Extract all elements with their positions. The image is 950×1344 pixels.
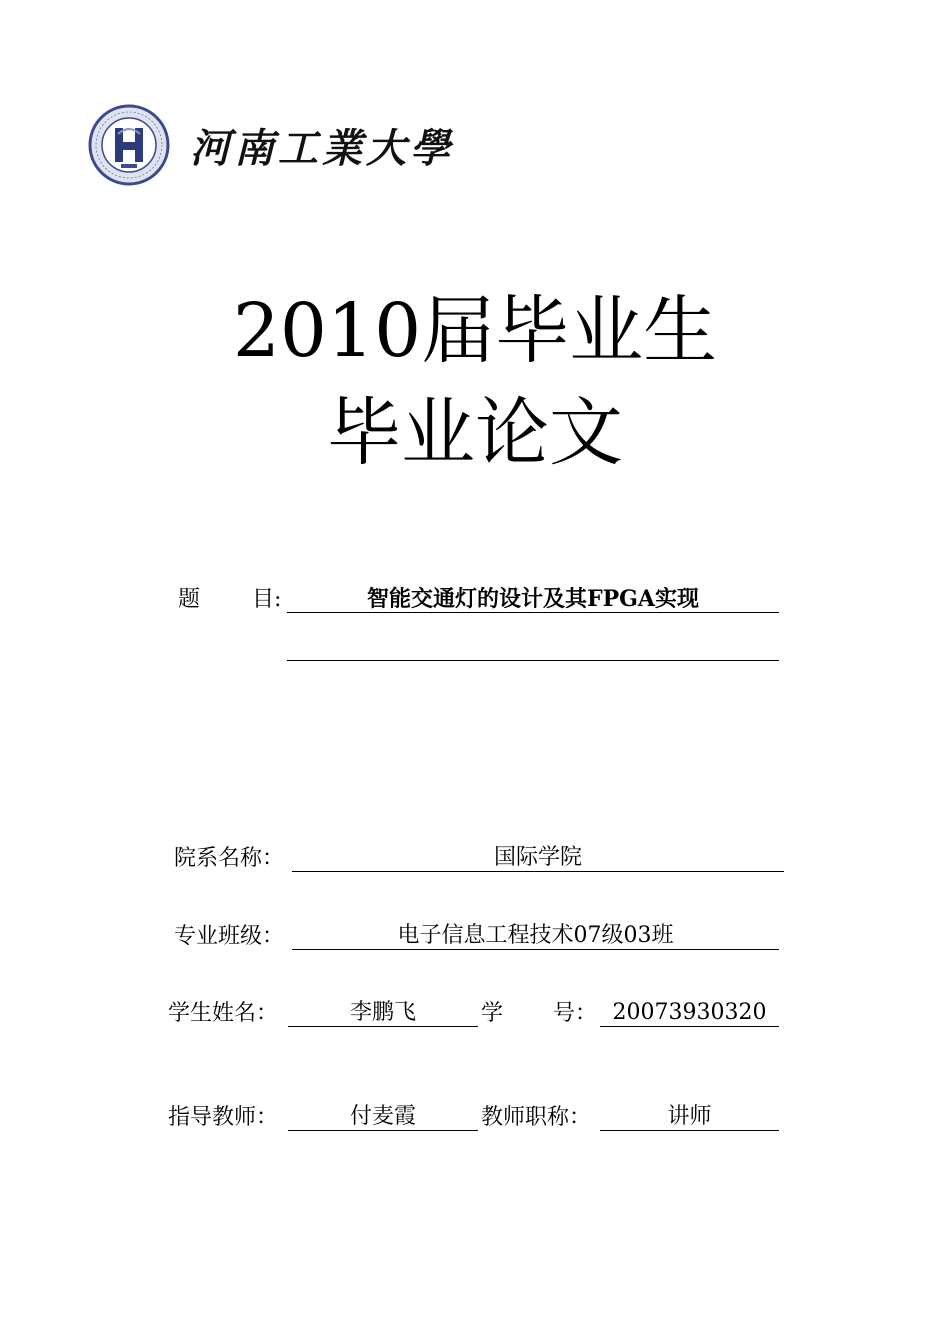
student-value: 李鹏飞 — [349, 1000, 416, 1025]
topic-label-1: 题 — [178, 587, 201, 612]
major-value: 电子信息工程技术07级03班 — [397, 923, 674, 948]
page-title-line1: 2010届毕业生 — [232, 288, 718, 374]
advisor-value: 付麦霞 — [349, 1104, 416, 1129]
id-label-2: 号： — [553, 1001, 598, 1026]
advisor-label: 指导教师： — [168, 1105, 279, 1130]
topic-value-field — [287, 586, 779, 613]
student-label: 学生姓名： — [168, 1001, 279, 1026]
page-title-line2: 毕业论文 — [327, 390, 623, 476]
topic-value-line2 — [287, 634, 779, 661]
department-label: 院系名称： — [174, 846, 285, 871]
teacher-title-value: 讲师 — [667, 1104, 712, 1129]
topic-value: 智能交通灯的设计及其FPGA实现 — [366, 586, 700, 612]
university-seal-icon — [88, 104, 170, 186]
advisor-value-field — [288, 1104, 478, 1131]
teacher-title-value-field — [600, 1104, 779, 1131]
school-name: 河南工業大學 — [190, 124, 454, 172]
header-logo — [88, 100, 454, 190]
department-value: 国际学院 — [493, 845, 582, 870]
topic-label-2: 目: — [252, 587, 282, 612]
major-label: 专业班级： — [174, 924, 285, 949]
id-value: 20073930320 — [612, 1000, 767, 1025]
id-value-field — [600, 1000, 779, 1027]
student-value-field — [288, 1000, 478, 1027]
id-label-1: 学 — [481, 1001, 504, 1026]
department-value-field — [292, 845, 784, 872]
teacher-title-label: 教师职称： — [481, 1105, 592, 1130]
major-value-field — [292, 923, 779, 950]
